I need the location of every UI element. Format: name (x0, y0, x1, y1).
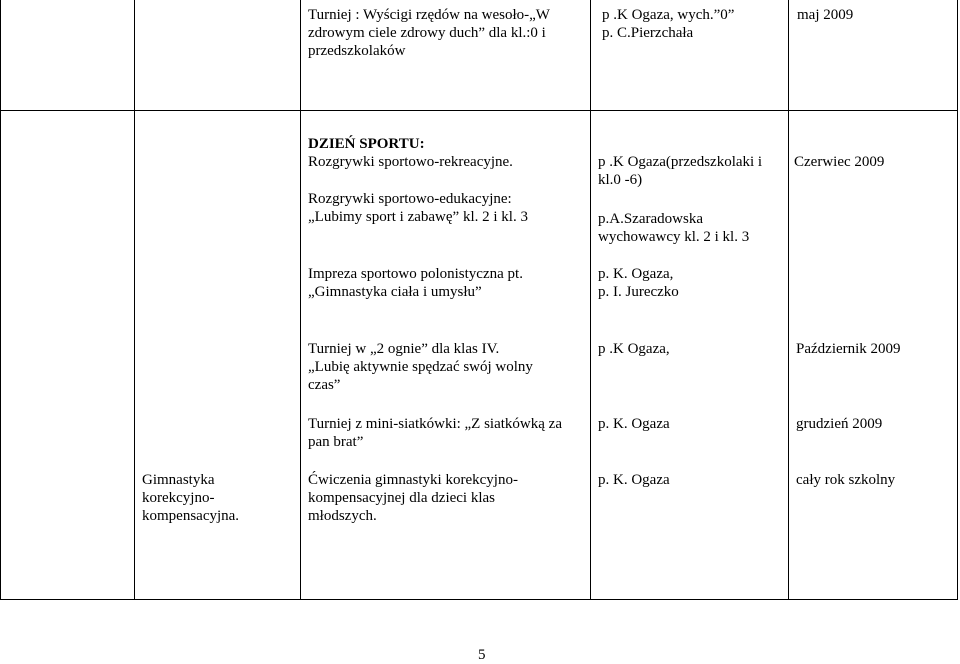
row2-person1-line2: kl.0 -6) (598, 172, 643, 188)
column-divider-4 (788, 0, 789, 600)
row3-activity2-line1: Turniej z mini-siatkówki: „Z siatkówką za (308, 416, 562, 432)
row1-date: maj 2009 (797, 7, 854, 23)
row4-category-line3: kompensacyjna. (142, 508, 240, 524)
row3-person1: p .K Ogaza, (598, 341, 670, 357)
row1-activity-line2: zdrowym ciele zdrowy duch” dla kl.:0 i (308, 25, 546, 41)
page-number: 5 (478, 647, 486, 663)
row4-category-line1: Gimnastyka (142, 472, 215, 488)
row2-person2-line2: wychowawcy kl. 2 i kl. 3 (598, 229, 750, 245)
row2-activity2-line1: Rozgrywki sportowo-edukacyjne: (308, 191, 512, 207)
column-divider-3 (590, 0, 591, 600)
row3-activity2-line2: pan brat” (308, 434, 364, 450)
row2-activity3-line1: Impreza sportowo polonistyczna pt. (308, 266, 523, 282)
row4-activity-line2: kompensacyjnej dla dzieci klas (308, 490, 496, 506)
row2-activity1: Rozgrywki sportowo-rekreacyjne. (308, 154, 513, 170)
row3-date1: Październik 2009 (796, 341, 901, 357)
row4-person: p. K. Ogaza (598, 472, 670, 488)
row2-activity2-line2: „Lubimy sport i zabawę” kl. 2 i kl. 3 (308, 209, 528, 225)
row1-person-line2: p. C.Pierzchała (602, 25, 694, 41)
row2-activity3-line2: „Gimnastyka ciała i umysłu” (308, 284, 482, 300)
row2-person1-line1: p .K Ogaza(przedszkolaki i (598, 154, 763, 170)
row3-activity1-line1: Turniej w „2 ognie” dla klas IV. (308, 341, 500, 357)
row1-person-line1: p .K Ogaza, wych.”0” (602, 7, 735, 23)
row3-date2: grudzień 2009 (796, 416, 883, 432)
row2-person3-line1: p. K. Ogaza, (598, 266, 674, 282)
row-divider-1 (0, 110, 958, 111)
row4-date: cały rok szkolny (796, 472, 896, 488)
row4-activity-line3: młodszych. (308, 508, 377, 524)
row2-person3-line2: p. I. Jureczko (598, 284, 679, 300)
row2-person2-line1: p.A.Szaradowska (598, 211, 703, 227)
row3-activity1-line3: czas” (308, 377, 341, 393)
row3-person2: p. K. Ogaza (598, 416, 670, 432)
row3-activity1-line2: „Lubię aktywnie spędzać swój wolny (308, 359, 533, 375)
column-divider-1 (134, 0, 135, 600)
row1-activity-line3: przedszkolaków (308, 43, 406, 59)
row2-heading: DZIEŃ SPORTU: (308, 136, 425, 152)
row4-activity-line1: Ćwiczenia gimnastyki korekcyjno- (308, 472, 518, 488)
row1-activity-line1: Turniej : Wyścigi rzędów na wesoło-„W (308, 7, 550, 23)
column-divider-2 (300, 0, 301, 600)
row4-category-line2: korekcyjno- (142, 490, 215, 506)
row2-date: Czerwiec 2009 (794, 154, 885, 170)
